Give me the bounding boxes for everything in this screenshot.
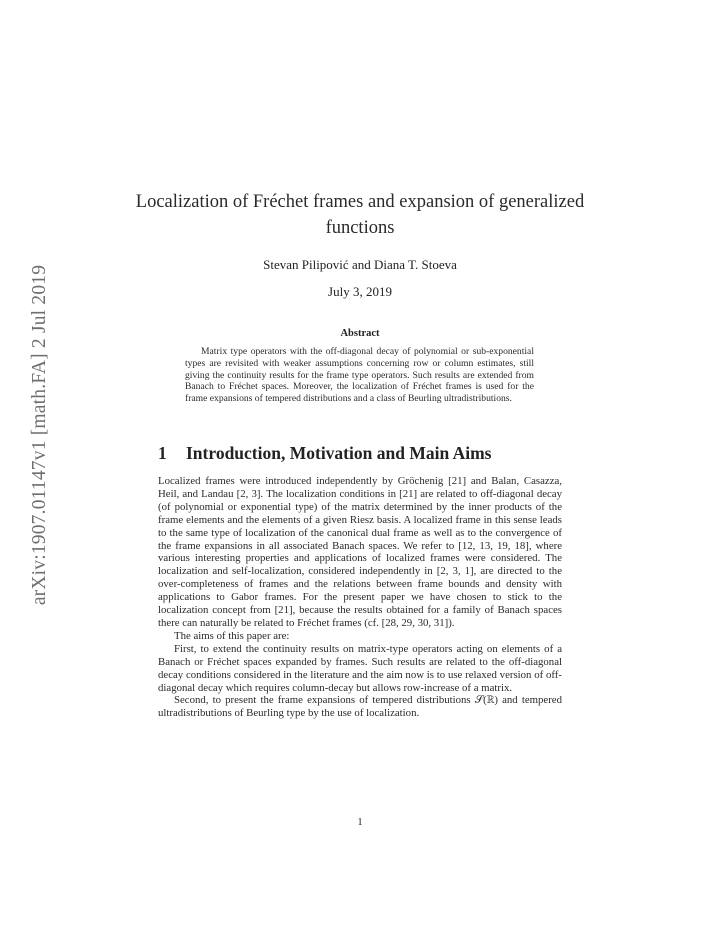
arxiv-identifier[interactable]: arXiv:1907.01147v1 [math.FA] 2 Jul 2019 (29, 264, 50, 606)
body-paragraph: First, to extend the continuity results on matrix-type operators acting on elements of a Banach or Fréchet spaces expanded by frames. Such results are related to the off-diagonal decay conditions considered in the literature and the aim now is to use relaxed version of off-diagonal decay which requires column-decay but allows row-increase of a matrix. (158, 642, 562, 694)
section-number: 1 (158, 443, 167, 463)
section-body (158, 475, 562, 720)
section-title: Introduction, Motivation and Main Aims (186, 443, 492, 463)
paper-date: July 3, 2019 (328, 284, 392, 299)
body-paragraph: The aims of this paper are: (174, 629, 290, 642)
abstract-text: Matrix type operators with the off-diagonal decay of polynomial or sub-exponential types are revisited with weaker assumptions concerning row or column estimates, still giving the continuity results for the frame type operators. Such results are extended from Banach to Fréchet spaces. Moreover, the localization of Fréchet frames is used for the frame expansions of tempered distributions and a class of Beurling ultradistributions. (185, 346, 534, 405)
section-heading (158, 442, 491, 464)
abstract-heading: Abstract (340, 328, 380, 339)
paper-authors: Stevan Pilipović and Diana T. Stoeva (263, 257, 457, 272)
body-paragraph: Localized frames were introduced independently by Gröchenig [21] and Balan, Casazza, Heil, and Landau [2, 3]. The localization conditions in [21] are related to off-diagonal decay (of polynomial or exponential type) of the matrix determined by the inner products of the frame elements and the elements of a given Riesz basis. A localized frame in this sense leads to the same type of localization of the canonical dual frame as well as to the convergence of the frame expansions in all associated Banach spaces. We refer to [12, 13, 19, 18], where various interesting properties and applications of localized frames were considered. The localization and self-localization, considered independently in [2, 3, 1], are directed to the over-completeness of frames and the relations between frame bounds and density with applications to Gabor frames. For the present paper we have chosen to stick to the localization concept from [21], because the results obtained for a family of Banach spaces there can naturally be related to Fréchet frames (cf. [28, 29, 30, 31]). (158, 475, 562, 629)
page-number: 1 (357, 817, 363, 828)
paper-title: Localization of Fréchet frames and expansion of generalized functions (135, 192, 585, 238)
body-paragraph: Second, to present the frame expansions of tempered distributions 𝒮(ℝ) and tempered ultradistributions of Beurling type by the use of localization. (158, 694, 562, 720)
